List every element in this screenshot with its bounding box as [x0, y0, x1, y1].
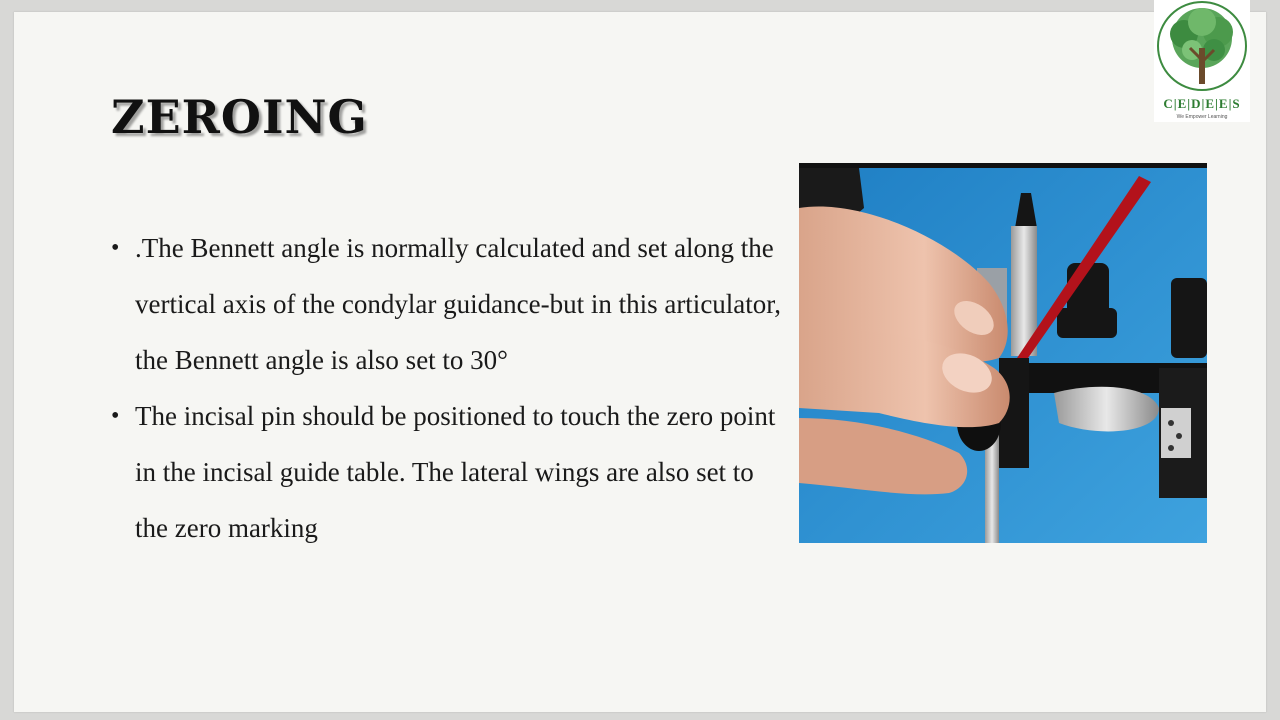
bullet-item: • .The Bennett angle is normally calculated and set along the vertical axis of the condylar guidance-but in this articulator, the Bennett angle is also set to 30°: [111, 220, 791, 388]
svg-text:C|E|D|E|E|S: C|E|D|E|E|S: [1163, 96, 1241, 111]
articulator-photo-illustration: [799, 168, 1207, 543]
svg-text:We Empower Learning: We Empower Learning: [1176, 114, 1228, 120]
bullet-item: • The incisal pin should be positioned to touch the zero point in the incisal guide table. The lateral wings are also set to the zero marking: [111, 388, 791, 556]
tree-logo-icon: [1154, 0, 1250, 122]
bullet-list: [111, 220, 791, 556]
slide-title: ZEROING: [111, 90, 368, 144]
articulator-photo: [799, 163, 1207, 543]
slide: [14, 12, 1266, 712]
cedees-logo: [1154, 0, 1250, 122]
